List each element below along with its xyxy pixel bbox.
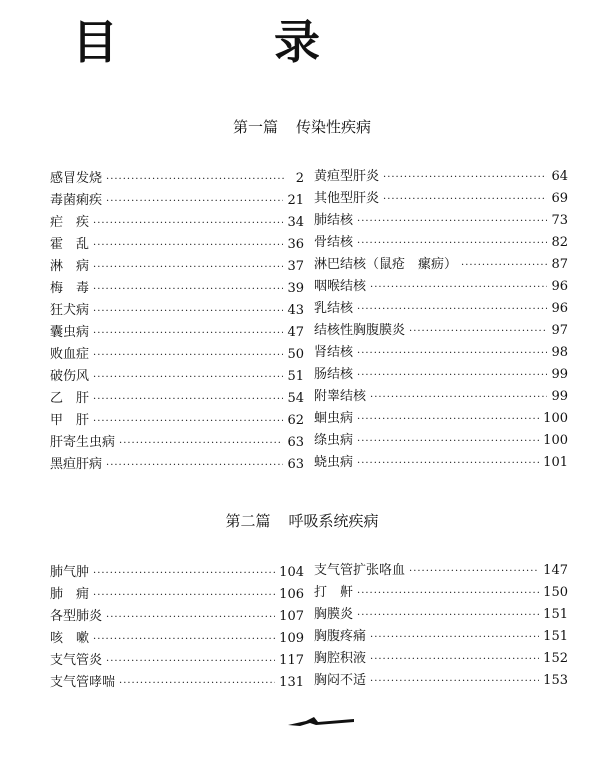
- toc-entry-label: 狂犬病: [50, 303, 90, 318]
- toc-entry-page: 87: [551, 257, 568, 272]
- toc-entry-label: 胸腔积液: [314, 651, 367, 666]
- toc-entry-label: 淋巴结核（鼠疮 瘰疬）: [314, 257, 458, 272]
- toc-entry-page: 99: [551, 389, 568, 404]
- toc-entry-page: 131: [279, 675, 304, 690]
- toc-leader-dots: [106, 607, 275, 629]
- toc-entry-label: 胸腹疼痛: [314, 629, 367, 644]
- toc-entry[interactable]: [50, 650, 304, 672]
- toc-entry-label: 乙 肝: [50, 391, 90, 406]
- toc-entry-label: 其他型肝炎: [314, 191, 380, 206]
- toc-entry-label: 感冒发烧: [50, 171, 103, 186]
- toc-entry-page: 54: [287, 391, 304, 406]
- toc-leader-dots: [93, 213, 283, 235]
- toc-entry-page: 50: [287, 347, 304, 362]
- toc-entry-label: 梅 毒: [50, 281, 90, 296]
- toc-entry-page: 109: [279, 631, 304, 646]
- toc-column-left-2: [50, 562, 304, 694]
- toc-leader-dots: [409, 321, 547, 343]
- toc-entry[interactable]: [50, 432, 304, 454]
- toc-entry-page: 151: [543, 629, 568, 644]
- toc-entry[interactable]: [314, 320, 568, 342]
- toc-leader-dots: [370, 387, 547, 409]
- toc-entry-page: 73: [551, 213, 568, 228]
- toc-entry-label: 各型肺炎: [50, 609, 103, 624]
- toc-entry[interactable]: [50, 190, 304, 212]
- toc-leader-dots: [357, 409, 539, 431]
- toc-entry-page: 37: [287, 259, 304, 274]
- toc-entry-label: 咽喉结核: [314, 279, 367, 294]
- page-number-mark-icon: [286, 713, 356, 729]
- section-name: 呼吸系统疾病: [288, 512, 379, 530]
- toc-leader-dots: [106, 191, 283, 213]
- toc-entry-label: 骨结核: [314, 235, 354, 250]
- toc-entry-label: 破伤风: [50, 369, 90, 384]
- toc-entry-page: 96: [551, 279, 568, 294]
- toc-leader-dots: [370, 649, 539, 671]
- toc-entry[interactable]: [314, 298, 568, 320]
- toc-entry[interactable]: [314, 210, 568, 232]
- toc-entry-label: 咳 嗽: [50, 631, 90, 646]
- toc-leader-dots: [93, 257, 283, 279]
- toc-entry-label: 败血症: [50, 347, 90, 362]
- toc-entry[interactable]: [50, 278, 304, 300]
- toc-entry-page: 39: [287, 281, 304, 296]
- page-title: 目 录: [72, 15, 391, 69]
- toc-leader-dots: [357, 365, 547, 387]
- toc-column-right-2: [314, 560, 568, 692]
- toc-leader-dots: [93, 585, 275, 607]
- toc-entry-page: 101: [543, 455, 568, 470]
- toc-entry-page: 153: [543, 673, 568, 688]
- section-heading-1: [0, 116, 604, 137]
- toc-entry-label: 毒菌痢疾: [50, 193, 103, 208]
- toc-entry-label: 黄疸型肝炎: [314, 169, 380, 184]
- toc-entry[interactable]: [314, 166, 568, 188]
- toc-leader-dots: [93, 323, 283, 345]
- toc-entry-page: 106: [279, 587, 304, 602]
- toc-entry[interactable]: [314, 626, 568, 648]
- toc-leader-dots: [357, 453, 539, 475]
- toc-entry-label: 蛲虫病: [314, 455, 354, 470]
- toc-entry[interactable]: [314, 232, 568, 254]
- toc-leader-dots: [357, 431, 539, 453]
- toc-entry-label: 肺 痈: [50, 587, 90, 602]
- toc-leader-dots: [119, 673, 275, 695]
- toc-entry[interactable]: [314, 364, 568, 386]
- toc-entry-page: 47: [287, 325, 304, 340]
- toc-entry-page: 62: [287, 413, 304, 428]
- toc-entry-label: 甲 肝: [50, 413, 90, 428]
- toc-leader-dots: [93, 563, 275, 585]
- toc-entry-label: 附睾结核: [314, 389, 367, 404]
- toc-entry-page: 82: [551, 235, 568, 250]
- toc-entry[interactable]: [314, 342, 568, 364]
- toc-entry-label: 肺结核: [314, 213, 354, 228]
- toc-entry-label: 肠结核: [314, 367, 354, 382]
- toc-leader-dots: [93, 301, 283, 323]
- toc-entry-page: 97: [551, 323, 568, 338]
- toc-entry-label: 结核性胸腹膜炎: [314, 323, 406, 338]
- toc-entry-label: 支气管扩张咯血: [314, 563, 406, 578]
- toc-entry[interactable]: [50, 322, 304, 344]
- toc-leader-dots: [357, 343, 547, 365]
- toc-entry-page: 104: [279, 565, 304, 580]
- toc-entry-page: 21: [287, 193, 304, 208]
- toc-entry-label: 肝寄生虫病: [50, 435, 116, 450]
- toc-entry-label: 肺气肿: [50, 565, 90, 580]
- toc-entry-label: 囊虫病: [50, 325, 90, 340]
- toc-entry-page: 151: [543, 607, 568, 622]
- toc-leader-dots: [357, 299, 547, 321]
- toc-entry-page: 107: [279, 609, 304, 624]
- toc-entry-label: 乳结核: [314, 301, 354, 316]
- toc-entry-label: 打 鼾: [314, 585, 354, 600]
- toc-entry-page: 100: [543, 433, 568, 448]
- toc-entry-page: 64: [551, 169, 568, 184]
- toc-entry-page: 2: [295, 171, 304, 186]
- toc-entry[interactable]: [314, 452, 568, 474]
- toc-entry[interactable]: [50, 256, 304, 278]
- toc-leader-dots: [357, 583, 539, 605]
- toc-leader-dots: [357, 233, 547, 255]
- toc-entry-page: 150: [543, 585, 568, 600]
- toc-entry[interactable]: [314, 188, 568, 210]
- toc-entry[interactable]: [50, 366, 304, 388]
- toc-entry[interactable]: [314, 386, 568, 408]
- toc-entry-page: 147: [543, 563, 568, 578]
- toc-entry-label: 绦虫病: [314, 433, 354, 448]
- toc-entry-label: 霍 乱: [50, 237, 90, 252]
- toc-leader-dots: [357, 211, 547, 233]
- toc-entry-page: 98: [551, 345, 568, 360]
- toc-entry[interactable]: [50, 300, 304, 322]
- toc-entry[interactable]: [314, 560, 568, 582]
- toc-entry[interactable]: [314, 582, 568, 604]
- toc-leader-dots: [106, 455, 283, 477]
- toc-leader-dots: [383, 189, 547, 211]
- toc-leader-dots: [357, 605, 539, 627]
- toc-leader-dots: [93, 389, 283, 411]
- toc-entry-page: 36: [287, 237, 304, 252]
- toc-entry-page: 63: [287, 435, 304, 450]
- toc-entry-label: 支气管炎: [50, 653, 103, 668]
- toc-leader-dots: [370, 627, 539, 649]
- toc-leader-dots: [93, 279, 283, 301]
- toc-entry[interactable]: [314, 604, 568, 626]
- toc-leader-dots: [93, 345, 283, 367]
- toc-entry[interactable]: [314, 648, 568, 670]
- section-part: 第二篇: [225, 512, 271, 530]
- toc-leader-dots: [106, 169, 284, 191]
- toc-entry-page: 96: [551, 301, 568, 316]
- toc-entry[interactable]: [50, 606, 304, 628]
- toc-entry-label: 胸膜炎: [314, 607, 354, 622]
- toc-entry[interactable]: [314, 670, 568, 692]
- toc-entry[interactable]: [50, 628, 304, 650]
- toc-entry-page: 69: [551, 191, 568, 206]
- toc-entry[interactable]: [314, 430, 568, 452]
- toc-leader-dots: [93, 235, 283, 257]
- toc-entry[interactable]: [50, 562, 304, 584]
- toc-entry-label: 淋 病: [50, 259, 90, 274]
- toc-entry-page: 117: [279, 653, 304, 668]
- toc-entry-label: 胸闷不适: [314, 673, 367, 688]
- toc-entry[interactable]: [314, 408, 568, 430]
- toc-entry[interactable]: [50, 672, 304, 694]
- toc-entry-label: 黑疸肝病: [50, 457, 103, 472]
- toc-column-left-1: [50, 168, 304, 476]
- toc-leader-dots: [383, 167, 547, 189]
- toc-entry[interactable]: [50, 234, 304, 256]
- toc-column-right-1: [314, 166, 568, 474]
- toc-entry[interactable]: [50, 410, 304, 432]
- toc-entry[interactable]: [50, 344, 304, 366]
- section-name: 传染性疾病: [296, 118, 372, 136]
- toc-entry-page: 43: [287, 303, 304, 318]
- toc-entry-page: 152: [543, 651, 568, 666]
- toc-entry[interactable]: [50, 212, 304, 234]
- toc-leader-dots: [119, 433, 283, 455]
- toc-leader-dots: [409, 561, 539, 583]
- toc-entry[interactable]: [314, 254, 568, 276]
- toc-leader-dots: [93, 629, 275, 651]
- toc-leader-dots: [370, 277, 547, 299]
- toc-entry-label: 疟 疾: [50, 215, 90, 230]
- toc-leader-dots: [93, 367, 283, 389]
- toc-entry-label: 支气管哮喘: [50, 675, 116, 690]
- toc-leader-dots: [106, 651, 275, 673]
- section-part: 第一篇: [232, 118, 278, 136]
- toc-entry-label: 肾结核: [314, 345, 354, 360]
- section-heading-2: [0, 510, 604, 531]
- toc-leader-dots: [93, 411, 283, 433]
- toc-entry[interactable]: [50, 388, 304, 410]
- toc-entry[interactable]: [50, 454, 304, 476]
- toc-leader-dots: [461, 255, 547, 277]
- toc-entry[interactable]: [50, 584, 304, 606]
- toc-entry[interactable]: [50, 168, 304, 190]
- toc-entry-label: 蛔虫病: [314, 411, 354, 426]
- toc-entry-page: 100: [543, 411, 568, 426]
- toc-entry[interactable]: [314, 276, 568, 298]
- toc-leader-dots: [370, 671, 539, 693]
- toc-entry-page: 34: [287, 215, 304, 230]
- toc-entry-page: 63: [287, 457, 304, 472]
- toc-entry-page: 51: [287, 369, 304, 384]
- toc-entry-page: 99: [551, 367, 568, 382]
